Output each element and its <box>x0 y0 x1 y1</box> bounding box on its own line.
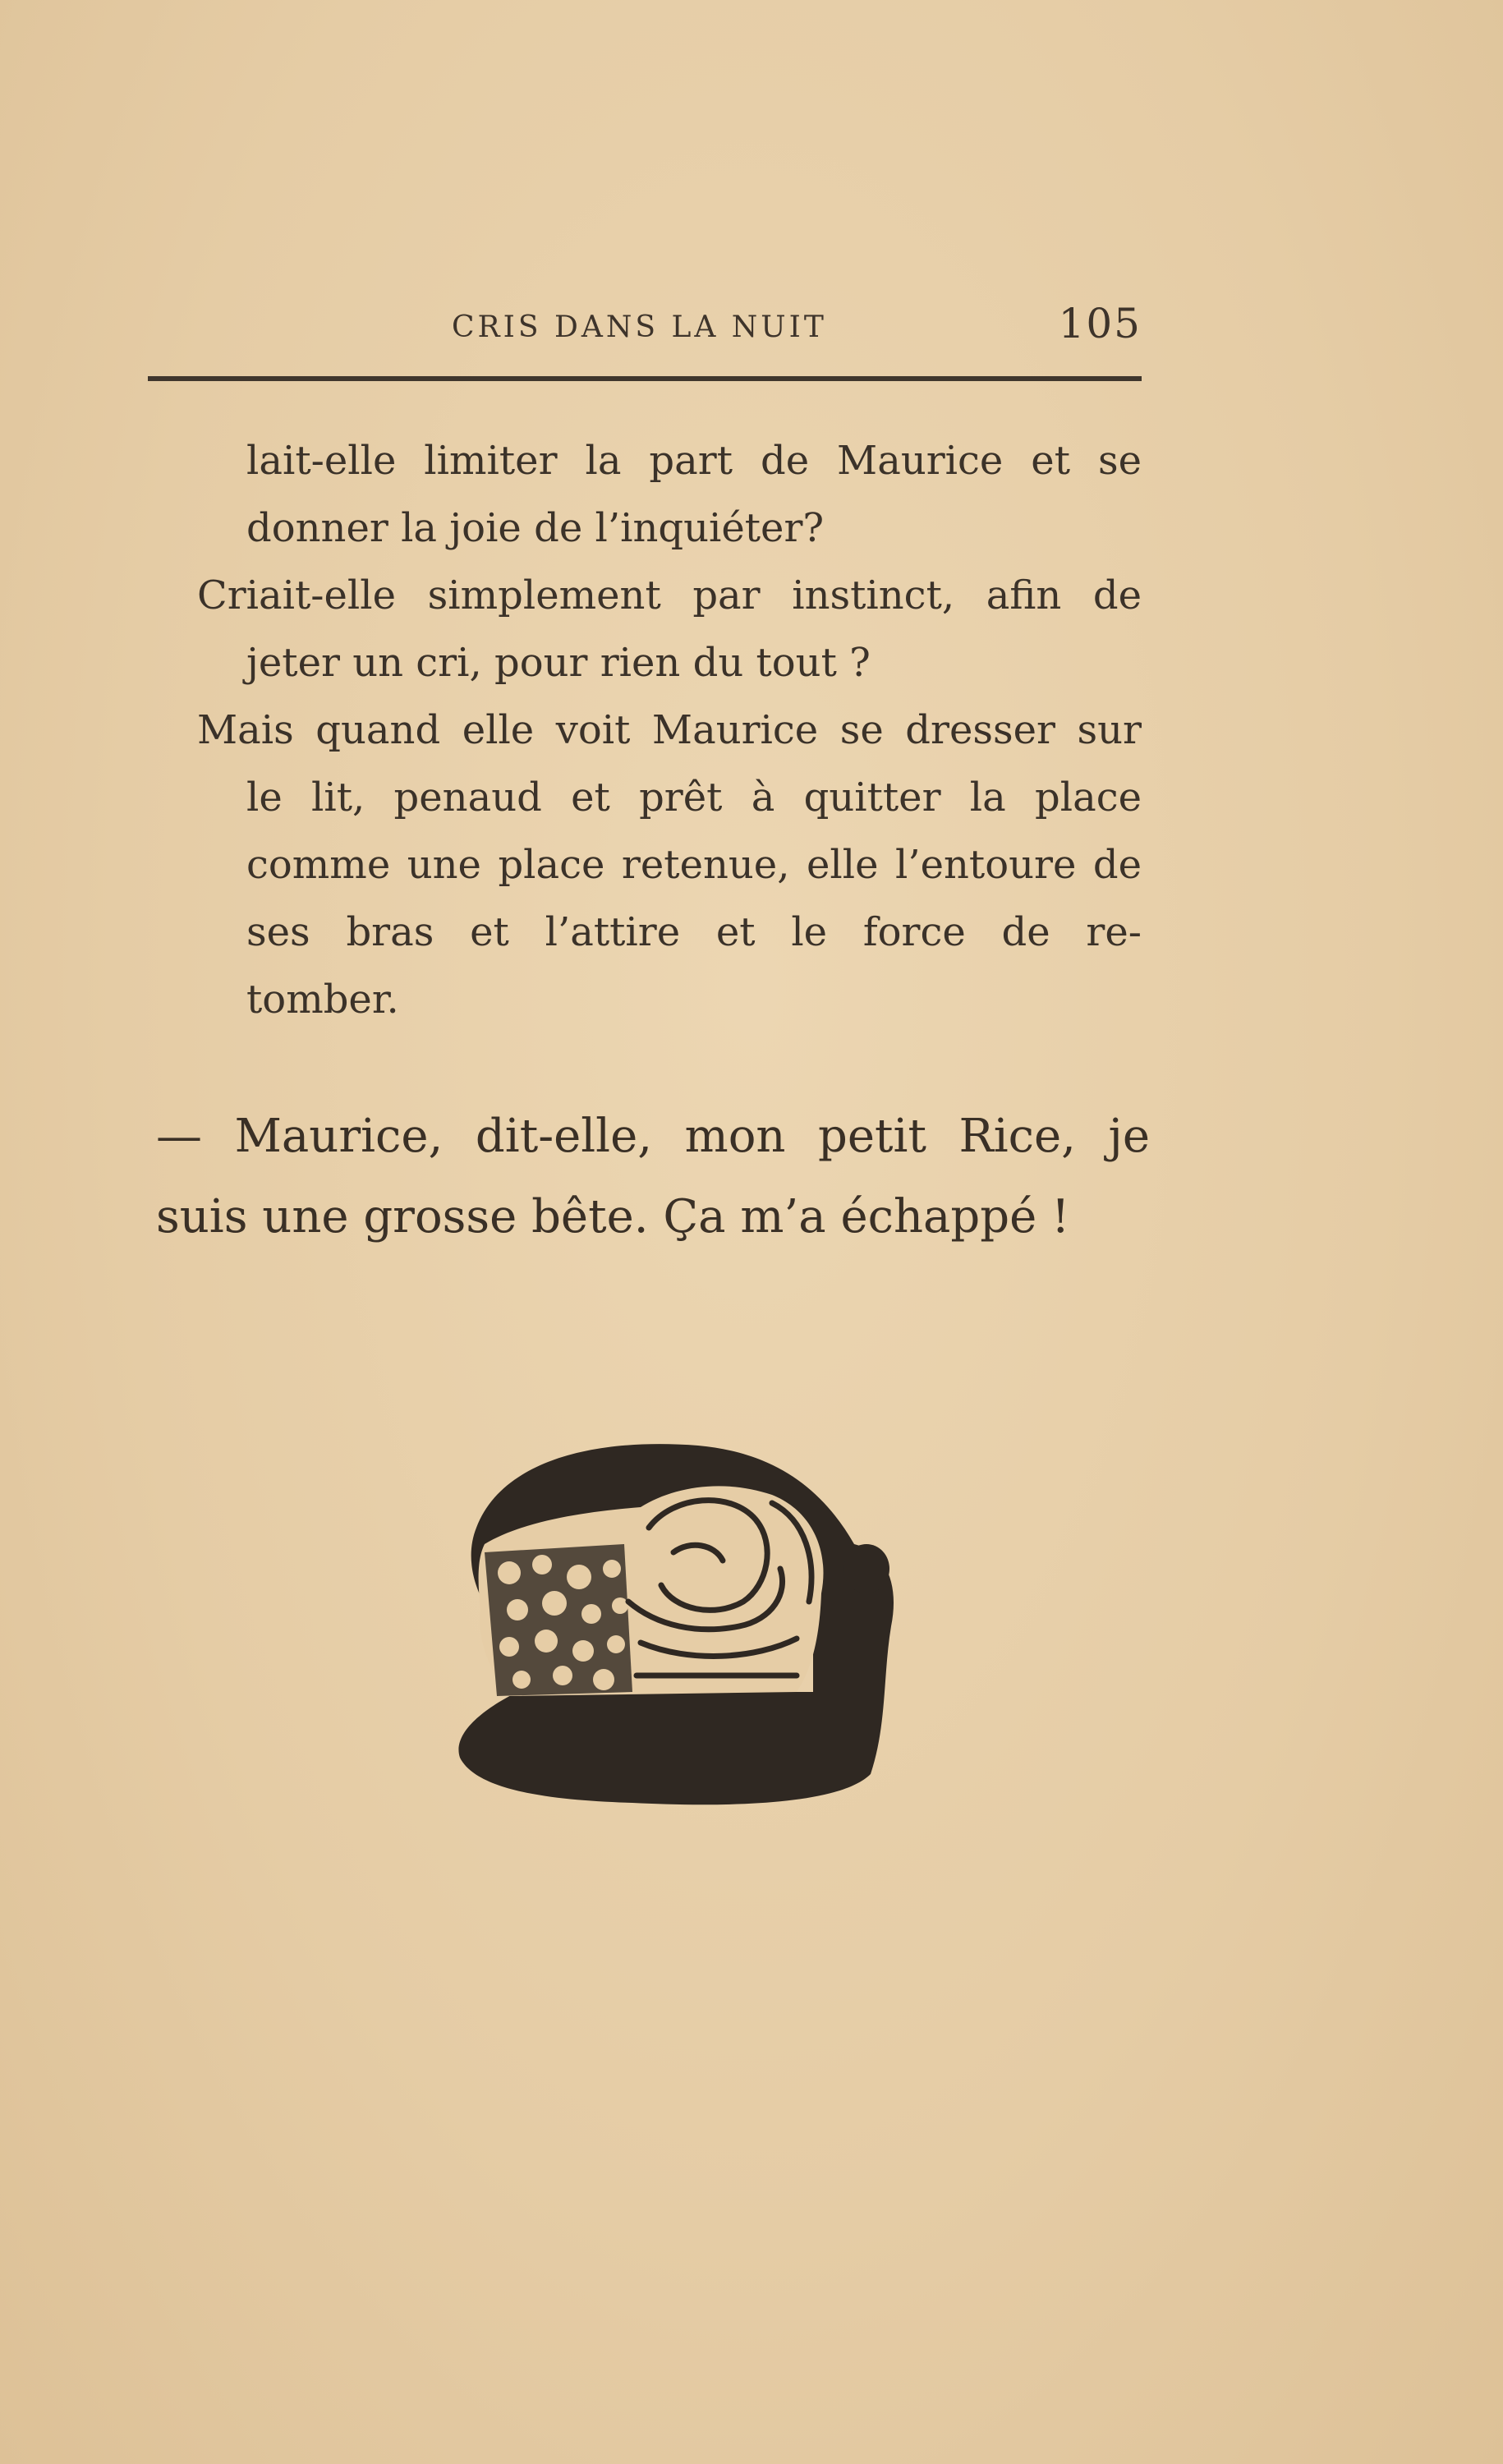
text-line: lait-elle limiter la part de Maurice et se <box>246 438 1142 484</box>
page-number: 105 <box>1058 300 1142 347</box>
text-line: jeter un cri, pour rien du tout ? <box>246 640 871 686</box>
running-title: CRIS DANS LA NUIT <box>452 310 827 344</box>
sleeping-figure-vignette-icon <box>427 1429 903 1823</box>
text-line: comme une place retenue, elle l’entoure de <box>246 842 1142 888</box>
text-line: tomber. <box>246 977 399 1023</box>
text-line: le lit, penaud et prêt à quitter la place <box>246 775 1142 821</box>
text-line: donner la joie de l’inquiéter? <box>246 505 825 551</box>
dialogue-line: — Maurice, dit-elle, mon petit Rice, je <box>156 1110 1150 1163</box>
text-line: ses bras et l’attire et le force de re- <box>246 909 1142 955</box>
dialogue-paragraph <box>156 1096 1150 1257</box>
body-text <box>197 427 1142 1033</box>
dialogue-line: suis une grosse bête. Ça m’a échappé ! <box>156 1190 1070 1243</box>
page-header <box>148 296 1142 353</box>
text-line: Criait-elle simplement par instinct, afin de <box>197 572 1142 618</box>
text-line: Mais quand elle voit Maurice se dresser sur <box>197 707 1142 753</box>
header-rule <box>148 376 1142 381</box>
